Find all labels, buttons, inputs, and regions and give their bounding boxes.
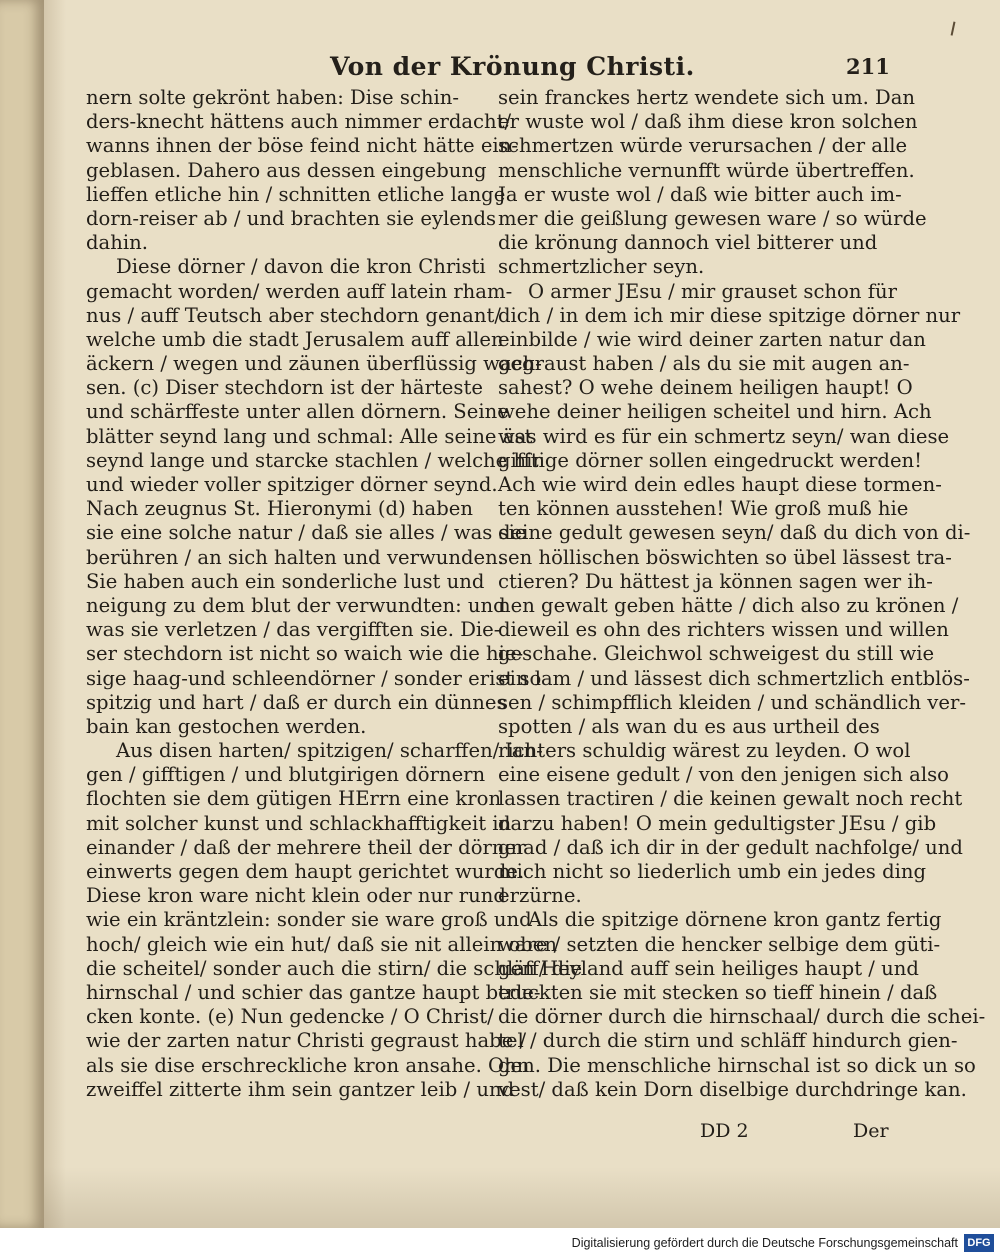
text-line: und wieder voller spitziger dörner seynd. (86, 473, 498, 496)
text-line: wie der zarten natur Christi gegraust habe / (86, 1029, 527, 1053)
text-line: die krönung dannoch viel bitterer und (498, 231, 878, 255)
text-line: Nach zeugnus St. Hieronymi (d) haben (86, 497, 473, 521)
text-line: ders-knecht hättens auch nimmer erdacht/ (86, 110, 512, 134)
text-line: ein lam / und lässest dich schmertzlich entblös- (498, 666, 970, 690)
text-line: wie ein kräntzlein: sonder sie ware groß und (86, 908, 532, 932)
text-line: seynd lange und starcke stachlen / welche hin (86, 448, 545, 472)
text-line: bain kan gestochen werden. (86, 714, 367, 738)
text-line: ctieren? Du hättest ja können sagen wer ih- (498, 569, 933, 593)
text-line: lassen tractiren / die keinen gewalt noch recht (498, 787, 963, 811)
text-line: truckten sie mit stecken so tieff hinein / daß (498, 980, 938, 1004)
text-line: gen. Die menschliche hirnschal ist so dick un so (498, 1053, 976, 1077)
text-line: einbilde / wie wird deiner zarten natur dan (498, 327, 926, 351)
text-line: geblasen. Dahero aus dessen eingebung (86, 158, 487, 182)
text-line: sein franckes hertz wendete sich um. Dan (498, 86, 916, 109)
text-line: was wird es für ein schmertz seyn/ wan diese (498, 424, 950, 448)
text-line: ten können ausstehen! Wie groß muß hie (498, 497, 909, 521)
text-line: eine eisene gedult / von den jenigen sich also (498, 763, 949, 787)
text-line: sen höllischen böswichten so übel lässest tra- (498, 545, 952, 569)
text-line: spotten / als wan du es aus urtheil des (498, 714, 880, 738)
text-line: deine gedult gewesen seyn/ daß du dich von di- (498, 521, 971, 545)
text-line: cken konte. (e) Nun gedencke / O Christ/ (86, 1005, 494, 1029)
text-line: richters schuldig wärest zu leyden. O wol (498, 739, 911, 763)
text-line: mich nicht so liederlich umb ein jedes ding (498, 860, 927, 883)
dfg-logo-icon: DFG (964, 1234, 994, 1252)
text-line: mit solcher kunst und schlackhafftigkeit in (86, 811, 512, 835)
text-line: gen / gifftigen / und blutgirigen dörnern (86, 763, 486, 787)
text-line: zweiffel zitterte ihm sein gantzer leib / und (86, 1077, 515, 1101)
text-line: nen gewalt geben hätte / dich also zu krönen / (498, 593, 959, 617)
text-line: sige haag-und schleendörner / sonder erist so (86, 666, 542, 690)
text-line: Als die spitzige dörnene kron gantz fertig (528, 908, 942, 932)
text-line: und schärffeste unter allen dörnern. Seine (86, 400, 509, 424)
text-line: ware / setzten die hencker selbige dem güti- (498, 932, 941, 956)
text-line: spitzig und hart / daß er durch ein dünnes (86, 690, 507, 714)
text-line: Diese dörner / davon die kron Christi (116, 255, 486, 279)
text-line: darzu haben! O mein gedultigster JEsu / gib (498, 811, 937, 835)
right-text-column (498, 86, 986, 1102)
text-line: Sie haben auch ein sonderliche lust und (86, 569, 485, 593)
catchword: Der (853, 1120, 889, 1142)
text-line: lieffen etliche hin / schnitten etliche lange (86, 182, 506, 206)
text-line: sie eine solche natur / daß sie alles / was sie (86, 521, 527, 545)
text-line: was sie verletzen / das vergifften sie. Die- (86, 618, 501, 642)
text-line: Diese kron ware nicht klein oder nur rund (86, 884, 506, 908)
text-line: nern solte gekrönt haben: Dise schin- (86, 86, 460, 109)
text-line: gemacht worden/ werden auff latein rham- (86, 279, 513, 303)
text-line: dieweil es ohn des richters wissen und willen (498, 618, 949, 642)
text-line: die dörner durch die hirnschaal/ durch die schei- (498, 1005, 986, 1029)
text-line: gen Heyland auff sein heiliges haupt / und (498, 956, 919, 980)
text-line: sen / schimpfflich kleiden / und schändlich ver- (498, 690, 966, 714)
text-line: erzürne. (498, 884, 582, 908)
text-line: sen. (c) Diser stechdorn ist der härteste (86, 376, 483, 400)
text-line: ser stechdorn ist nicht so waich wie die hie- (86, 642, 524, 666)
text-line: einander / daß der mehrere theil der dörner (86, 835, 526, 859)
text-line: Ja er wuste wol / daß wie bitter auch im- (498, 182, 902, 206)
text-line: Aus disen harten/ spitzigen/ scharffen/ lan- (116, 739, 543, 763)
text-line: wehe deiner heiligen scheitel und hirn. Ach (498, 400, 932, 424)
running-head: Von der Krönung Christi. (330, 52, 695, 81)
text-line: hirnschal / und schier das gantze haupt bede- (86, 980, 541, 1004)
signature-mark: DD 2 (700, 1120, 749, 1142)
text-line: gegraust haben / als du sie mit augen an- (498, 352, 910, 376)
text-line: flochten sie dem gütigen HErrn eine kron (86, 787, 502, 811)
text-line: dich / in dem ich mir diese spitzige dörner nur (498, 303, 961, 327)
digitization-note: Digitalisierung gefördert durch die Deutsche Forschungsgemeinschaft (571, 1236, 958, 1250)
text-line: dorn-reiser ab / und brachten sie eylends (86, 206, 497, 230)
text-line: geschahe. Gleichwol schweigest du still wie (498, 642, 935, 666)
text-line: berühren / an sich halten und verwunden. (86, 545, 504, 569)
text-line: die scheitel/ sonder auch die stirn/ die schläff/ die (86, 956, 583, 980)
text-line: welche umb die stadt Jerusalem auff allen (86, 327, 504, 351)
text-line: neigung zu dem blut der verwundten: und (86, 593, 506, 617)
text-line: als sie dise erschreckliche kron ansahe. Ohn (86, 1053, 530, 1077)
text-line: O armer JEsu / mir grauset schon für (528, 279, 897, 303)
text-line: schmertzen würde verursachen / der alle (498, 134, 908, 158)
text-line: vest/ daß kein Dorn diselbige durchdringe kan. (498, 1077, 967, 1101)
text-line: Ach wie wird dein edles haupt diese tormen- (498, 473, 942, 496)
text-line: äckern / wegen und zäunen überflüssig wach- (86, 352, 542, 376)
text-line: wanns ihnen der böse feind nicht hätte ein- (86, 134, 518, 158)
text-line: mer die geißlung gewesen ware / so würde (498, 206, 927, 230)
text-line: tel / durch die stirn und schläff hindurch gien- (498, 1029, 958, 1053)
page-number: 211 (846, 54, 890, 79)
text-line: nus / auff Teutsch aber stechdorn genant/ (86, 303, 501, 327)
text-line: er wuste wol / daß ihm diese kron solchen (498, 110, 918, 134)
text-line: dahin. (86, 231, 148, 255)
text-line: hoch/ gleich wie ein hut/ daß sie nit allein oben (86, 932, 557, 956)
text-line: blätter seynd lang und schmal: Alle seine äst (86, 424, 533, 448)
text-line: schmertzlicher seyn. (498, 255, 705, 279)
text-line: gnad / daß ich dir in der gedult nachfolge/ und (498, 835, 963, 859)
text-line: gifftige dörner sollen eingedruckt werden! (498, 448, 923, 472)
text-line: sahest? O wehe deinem heiligen haupt! O (498, 376, 913, 400)
text-line: einwerts gegen dem haupt gerichtet wurde. (86, 860, 525, 883)
adjacent-page-strip (0, 0, 44, 1228)
text-line: menschliche vernunfft würde übertreffen. (498, 158, 915, 182)
